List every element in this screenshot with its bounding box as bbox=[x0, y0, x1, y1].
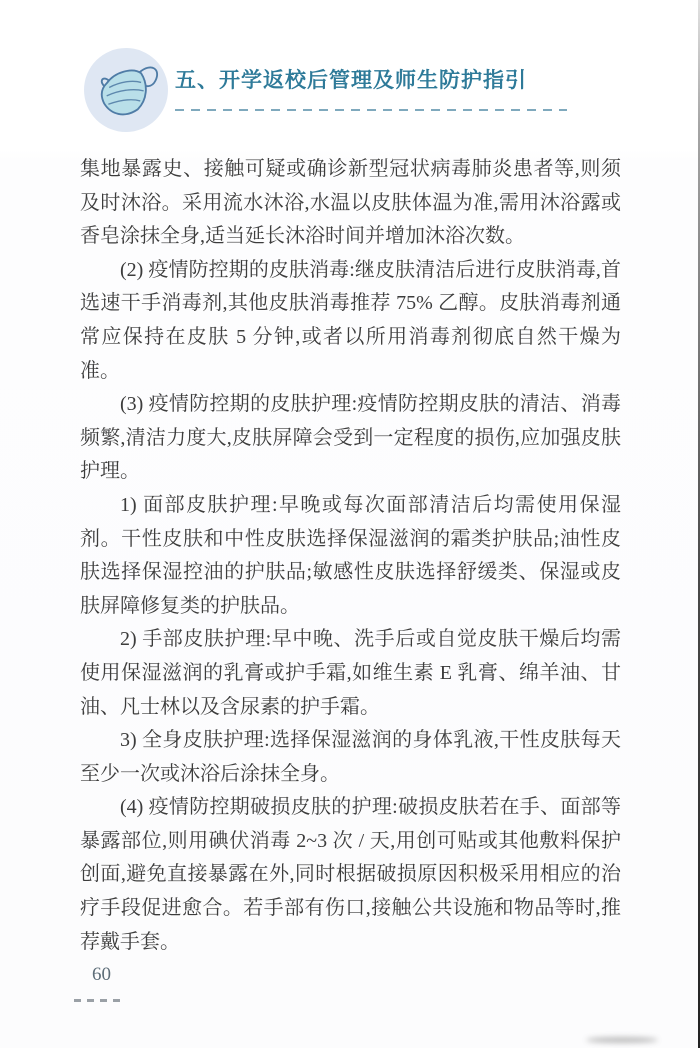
page-body bbox=[80, 153, 621, 959]
section-title: 五、开学返校后管理及师生防护指引 bbox=[175, 68, 527, 92]
paragraph: (3) 疫情防控期的皮肤护理:疫情防控期皮肤的清洁、消毒频繁,清洁力度大,皮肤屏障会受到一定程度的损伤,应加强皮肤护理。 bbox=[80, 393, 621, 483]
mask-badge bbox=[84, 48, 168, 132]
footer-dashes bbox=[74, 999, 126, 1002]
section-header bbox=[0, 0, 700, 150]
paragraph: 2) 手部皮肤护理:早中晚、洗手后或自觉皮肤干燥后均需使用保湿滋润的乳膏或护手霜,如维生素 E 乳膏、绵羊油、甘油、凡士林以及含尿素的护手霜。 bbox=[80, 628, 621, 718]
paragraph: 1) 面部皮肤护理:早晚或每次面部清洁后均需使用保湿剂。干性皮肤和中性皮肤选择保湿滋润的霜类护肤品;油性皮肤选择保湿控油的护肤品;敏感性皮肤选择舒缓类、保湿或皮肤屏障修复类的护肤品。 bbox=[80, 493, 621, 617]
page-number: 60 bbox=[92, 964, 111, 985]
face-mask-icon bbox=[84, 48, 168, 132]
section-title-block bbox=[175, 67, 567, 111]
paragraph: (4) 疫情防控期破损皮肤的护理:破损皮肤若在手、面部等暴露部位,则用碘伏消毒 2~3 次 / 天,用创可贴或其他敷料保护创面,避免直接暴露在外,同时根据破损原因积极采用相应的治疗手段促进愈合。若手部有伤口,接触公共设施和物品等时,推荐戴手套。 bbox=[80, 796, 621, 953]
paragraph: 集地暴露史、接触可疑或确诊新型冠状病毒肺炎患者等,则须及时沐浴。采用流水沐浴,水温以皮肤体温为准,需用沐浴露或香皂涂抹全身,适当延长沐浴时间并增加沐浴次数。 bbox=[80, 158, 621, 248]
paragraph: (2) 疫情防控期的皮肤消毒:继皮肤清洁后进行皮肤消毒,首选速干手消毒剂,其他皮肤消毒推荐 75% 乙醇。皮肤消毒剂通常应保持在皮肤 5 分钟,或者以所用消毒剂彻底自然干燥为准。 bbox=[80, 258, 621, 382]
title-underline-dashes bbox=[175, 109, 567, 111]
scan-smudge bbox=[586, 1037, 658, 1043]
paragraph: 3) 全身皮肤护理:选择保湿滋润的身体乳液,干性皮肤每天至少一次或沐浴后涂抹全身。 bbox=[80, 729, 621, 785]
